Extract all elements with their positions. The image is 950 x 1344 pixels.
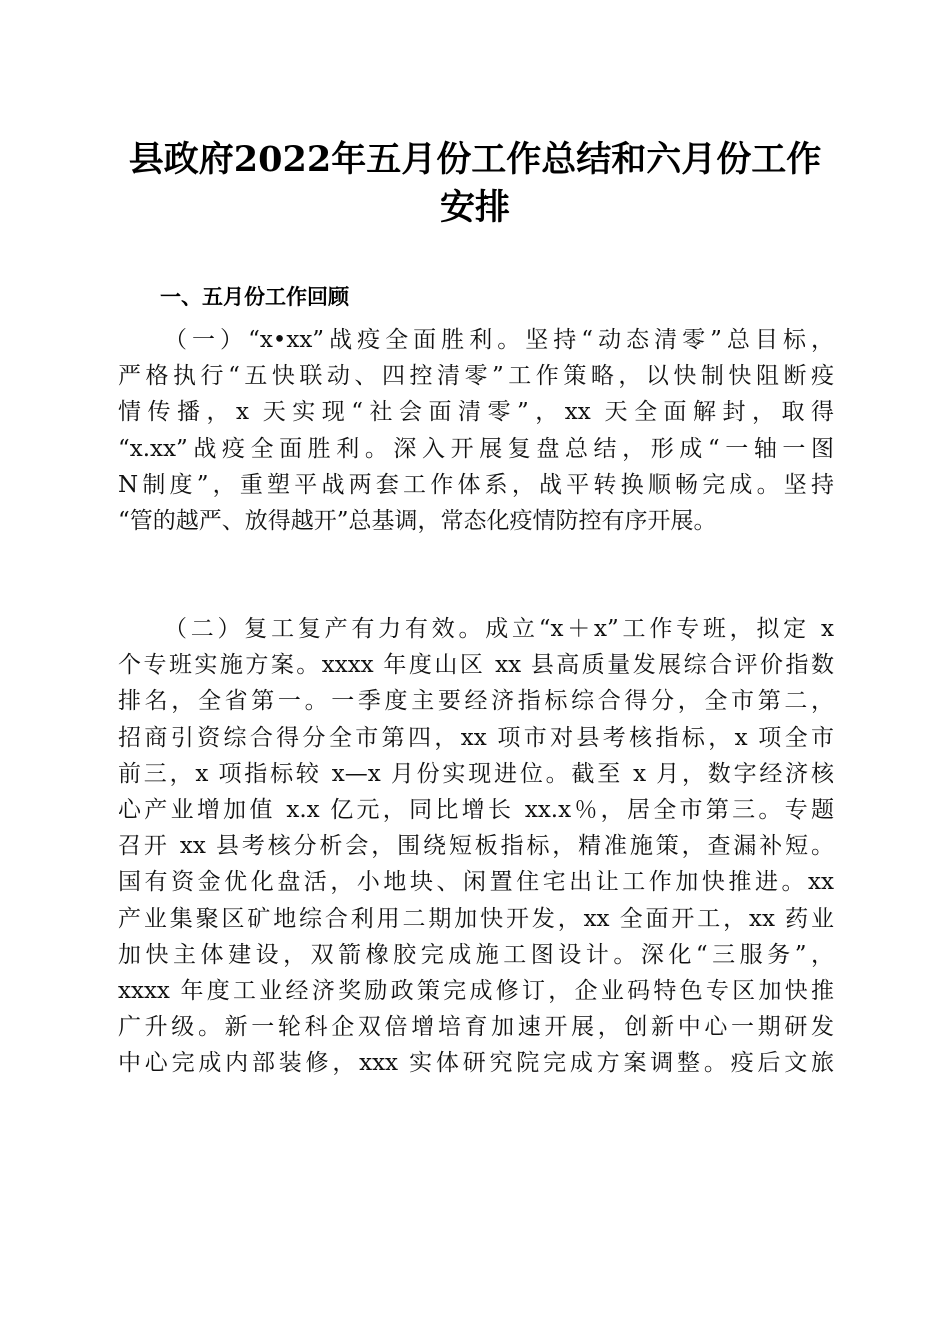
paragraph-line: 加快主体建设，双箭橡胶完成施工图设计。深化“三服务”，	[118, 941, 834, 968]
paragraph-epidemic	[118, 322, 834, 539]
paragraph-line: （一）“x•xx”战疫全面胜利。坚持“动态清零”总目标，	[164, 327, 834, 353]
paragraph-line: N制度”，重塑平战两套工作体系，战平转换顺畅完成。坚持	[118, 471, 834, 498]
paragraph-line: 召开 xx 县考核分析会，围绕短板指标，精准施策，查漏补短。	[118, 833, 834, 860]
paragraph-line: 心产业增加值 x.x 亿元，同比增长 xx.x％，居全市第三。专题	[118, 797, 834, 824]
paragraph-line: 排名，全省第一。一季度主要经济指标综合得分，全市第二，	[118, 688, 834, 715]
document-title	[100, 136, 850, 232]
section-heading: 一、五月份工作回顾	[160, 285, 349, 309]
paragraph-line: （二）复工复产有力有效。成立“x＋x”工作专班，拟定 x	[164, 616, 834, 642]
paragraph-line: 中心完成内部装修，xxx 实体研究院完成方案调整。疫后文旅	[118, 1050, 834, 1077]
paragraph-line: 个专班实施方案。xxxx 年度山区 xx 县高质量发展综合评价指数	[118, 652, 834, 679]
paragraph-line: 情传播，x 天实现“社会面清零”，xx 天全面解封，取得	[118, 399, 834, 426]
paragraph-line: 国有资金优化盘活，小地块、闲置住宅出让工作加快推进。xx	[118, 869, 834, 896]
paragraph-line: xxxx 年度工业经济奖励政策完成修订，企业码特色专区加快推	[118, 978, 834, 1005]
paragraph-line: 广升级。新一轮科企双倍增培育加速开展，创新中心一期研发	[118, 1014, 834, 1041]
paragraph-line: 严格执行“五快联动、四控清零”工作策略，以快制快阻断疫	[118, 363, 834, 390]
paragraph-line: 产业集聚区矿地综合利用二期加快开发，xx 全面开工，xx 药业	[118, 905, 834, 932]
document-title-line-2: 安排	[439, 187, 510, 228]
paragraph-line: 前三，x 项指标较 x—x 月份实现进位。截至 x 月，数字经济核	[118, 760, 834, 787]
paragraph-line: “管的越严、放得越开”总基调，常态化疫情防控有序开展。	[118, 508, 717, 535]
document-title-line-1: 县政府2022年五月份工作总结和六月份工作	[128, 139, 822, 180]
paragraph-resumption	[118, 611, 834, 1082]
paragraph-line: 招商引资综合得分全市第四，xx 项市对县考核指标，x 项全市	[118, 724, 834, 751]
paragraph-line: “x.xx”战疫全面胜利。深入开展复盘总结，形成“一轴一图	[118, 435, 834, 462]
